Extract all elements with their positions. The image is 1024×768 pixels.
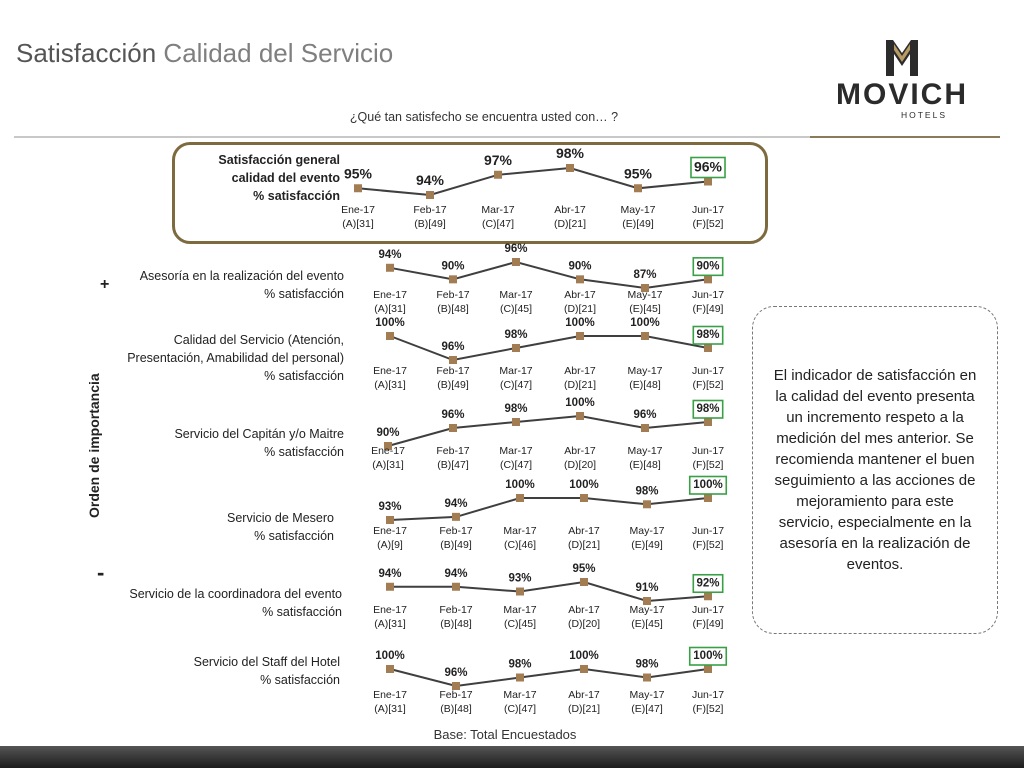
- x-tick-label: May-17: [629, 689, 665, 701]
- data-label: 91%: [635, 582, 659, 594]
- series-line: [390, 582, 708, 601]
- data-label: 100%: [565, 317, 595, 329]
- x-tick-label: Mar-17: [481, 204, 515, 216]
- data-label: 87%: [633, 269, 657, 281]
- data-point: [386, 583, 394, 591]
- data-label: 94%: [444, 497, 468, 510]
- data-label: 95%: [343, 165, 373, 182]
- data-point: [634, 184, 642, 192]
- data-label: 98%: [696, 403, 720, 415]
- x-base-label: (B)[49]: [437, 379, 469, 391]
- x-tick-label: Mar-17: [503, 689, 537, 701]
- data-point: [704, 344, 712, 352]
- data-point: [516, 674, 524, 682]
- data-label: 90%: [376, 427, 400, 439]
- x-base-label: (D)[20]: [563, 459, 597, 471]
- footer-bar: [0, 746, 1024, 768]
- x-tick-label: Ene-17: [373, 365, 407, 377]
- data-point: [449, 424, 457, 432]
- data-point: [704, 418, 712, 426]
- series-label: Servicio del Capitán y/o Maitre: [174, 427, 344, 441]
- series-label: Presentación, Amabilidad del personal): [127, 351, 344, 365]
- data-point: [452, 513, 460, 521]
- data-point: [386, 264, 394, 272]
- minus-sign: -: [97, 560, 105, 585]
- page-title-main: Satisfacción: [16, 38, 157, 68]
- data-label: 98%: [504, 329, 528, 341]
- data-point: [580, 665, 588, 673]
- data-point: [512, 418, 520, 426]
- data-label: 100%: [565, 397, 595, 409]
- data-point: [704, 275, 712, 283]
- x-base-label: (A)[31]: [374, 703, 406, 715]
- x-base-label: (A)[9]: [377, 539, 403, 551]
- importance-axis-title: Orden de importancia: [86, 373, 102, 518]
- series-label: % satisfacción: [260, 673, 340, 687]
- x-tick-label: Feb-17: [436, 289, 470, 301]
- x-base-label: (A)[31]: [374, 618, 406, 630]
- x-base-label: (B)[49]: [440, 539, 472, 551]
- series-line: [390, 669, 708, 686]
- x-tick-label: Mar-17: [499, 365, 533, 377]
- data-label: 98%: [508, 658, 532, 671]
- data-point: [386, 332, 394, 340]
- x-tick-label: May-17: [629, 604, 665, 616]
- data-label: 94%: [378, 567, 402, 580]
- x-tick-label: Jun-17: [691, 365, 725, 377]
- series-label: % satisfacción: [264, 369, 344, 383]
- data-label: 94%: [415, 172, 445, 188]
- x-base-label: (C)[45]: [503, 618, 537, 630]
- data-point: [641, 332, 649, 340]
- plus-sign: +: [100, 276, 110, 293]
- series-label: % satisfacción: [253, 189, 340, 203]
- data-label: 100%: [375, 650, 405, 662]
- series-label: Servicio de la coordinadora del evento: [129, 587, 342, 601]
- x-base-label: (C)[47]: [481, 218, 515, 230]
- x-base-label: (F)[52]: [692, 703, 724, 715]
- data-label: 90%: [696, 260, 720, 273]
- x-tick-label: Mar-17: [499, 289, 533, 301]
- data-point: [386, 516, 394, 524]
- x-tick-label: Ene-17: [373, 525, 407, 537]
- x-tick-label: Mar-17: [503, 525, 537, 537]
- data-label: 96%: [441, 341, 465, 353]
- data-label: 94%: [444, 567, 468, 580]
- data-point: [576, 275, 584, 283]
- data-label: 93%: [508, 572, 532, 585]
- data-point: [641, 424, 649, 432]
- x-tick-label: Abr-17: [564, 289, 596, 301]
- x-tick-label: May-17: [620, 204, 656, 216]
- x-base-label: (F)[52]: [692, 379, 724, 391]
- data-label: 100%: [693, 650, 723, 662]
- data-label: 96%: [444, 667, 468, 679]
- data-label: 98%: [635, 658, 659, 671]
- data-label: 96%: [633, 409, 657, 421]
- x-base-label: (B)[49]: [414, 218, 446, 230]
- data-label: 100%: [569, 650, 599, 662]
- series-line: [358, 168, 708, 195]
- x-tick-label: May-17: [627, 365, 663, 377]
- data-point: [643, 500, 651, 508]
- data-label: 95%: [572, 563, 596, 575]
- x-base-label: (D)[21]: [567, 539, 601, 551]
- series-label: Calidad del Servicio (Atención,: [173, 333, 344, 347]
- x-base-label: (A)[31]: [374, 303, 406, 315]
- x-base-label: (F)[49]: [692, 618, 724, 630]
- series-line: [390, 262, 708, 288]
- x-tick-label: Abr-17: [564, 365, 596, 377]
- data-label: 98%: [504, 403, 528, 415]
- series-line: [388, 416, 708, 446]
- data-point: [516, 588, 524, 596]
- x-tick-label: Jun-17: [691, 204, 725, 216]
- x-tick-label: Feb-17: [436, 365, 470, 377]
- data-label: 100%: [693, 479, 723, 491]
- x-tick-label: May-17: [629, 525, 665, 537]
- x-tick-label: Ene-17: [373, 604, 407, 616]
- x-base-label: (A)[31]: [342, 218, 374, 230]
- data-label: 98%: [555, 145, 585, 161]
- data-label: 98%: [635, 485, 659, 498]
- data-label: 100%: [569, 479, 599, 491]
- x-tick-label: Feb-17: [413, 204, 447, 216]
- conclusion-note: [752, 306, 998, 634]
- base-note: Base: Total Encuestados: [433, 727, 577, 742]
- x-tick-label: Ene-17: [373, 289, 407, 301]
- data-point: [494, 171, 502, 179]
- x-base-label: (D)[21]: [563, 303, 597, 315]
- series-label: Asesoría en la realización del evento: [139, 269, 344, 283]
- x-base-label: (F)[52]: [692, 539, 724, 551]
- chart-6: [194, 648, 727, 716]
- x-base-label: (C)[45]: [499, 303, 533, 315]
- x-tick-label: Ene-17: [373, 689, 407, 701]
- series-label: Servicio del Staff del Hotel: [193, 655, 340, 669]
- x-base-label: (C)[47]: [499, 379, 533, 391]
- data-point: [576, 332, 584, 340]
- page-title-sub: Calidad del Servicio: [163, 38, 394, 68]
- x-base-label: (D)[21]: [567, 703, 601, 715]
- data-point: [704, 592, 712, 600]
- data-label: 100%: [375, 317, 405, 329]
- survey-question: ¿Qué tan satisfecho se encuentra usted con… ?: [349, 110, 619, 124]
- data-label: 95%: [623, 165, 653, 182]
- x-tick-label: Abr-17: [568, 525, 600, 537]
- x-tick-label: Feb-17: [436, 445, 470, 457]
- x-base-label: (B)[48]: [440, 618, 472, 630]
- data-point: [354, 184, 362, 192]
- x-tick-label: Ene-17: [371, 445, 405, 457]
- x-tick-label: Jun-17: [691, 525, 725, 537]
- x-base-label: (F)[52]: [692, 218, 724, 230]
- x-tick-label: Abr-17: [554, 204, 586, 216]
- data-label: 97%: [483, 151, 513, 168]
- data-point: [426, 191, 434, 199]
- x-base-label: (D)[21]: [563, 379, 597, 391]
- data-label: 98%: [696, 329, 720, 341]
- data-point: [512, 344, 520, 352]
- x-tick-label: Ene-17: [341, 204, 375, 216]
- data-point: [704, 178, 712, 186]
- x-tick-label: May-17: [627, 289, 663, 301]
- data-point: [566, 164, 574, 172]
- x-tick-label: Jun-17: [691, 689, 725, 701]
- x-base-label: (F)[49]: [692, 303, 724, 315]
- data-label: 94%: [378, 248, 402, 261]
- logo-subtext: HOTELS: [900, 110, 948, 120]
- x-base-label: (E)[48]: [629, 459, 661, 471]
- series-label: calidad del evento: [231, 171, 340, 185]
- series-line: [390, 336, 708, 360]
- data-label: 100%: [505, 479, 535, 491]
- data-label: 90%: [568, 260, 592, 273]
- data-point: [449, 356, 457, 364]
- x-tick-label: May-17: [627, 445, 663, 457]
- chart-2: [127, 317, 724, 391]
- x-base-label: (D)[21]: [553, 218, 587, 230]
- series-label: % satisfacción: [254, 529, 334, 543]
- data-point: [704, 665, 712, 673]
- data-point: [512, 258, 520, 266]
- data-label: 96%: [693, 158, 723, 175]
- data-point: [449, 275, 457, 283]
- data-point: [386, 665, 394, 673]
- x-base-label: (E)[48]: [629, 379, 661, 391]
- series-line: [390, 498, 708, 520]
- chart-3: [174, 397, 724, 471]
- x-base-label: (E)[49]: [622, 218, 654, 230]
- conclusion-text: El indicador de satisfacción en la calidad del evento presenta un incremento respeto a la medición del mes anterior. Se recomienda mantener el buen seguimiento a las acciones de mejoramiento para este servicio, especialmente en la asesoría en la realización de eventos.: [773, 367, 977, 573]
- x-base-label: (D)[20]: [567, 618, 601, 630]
- data-point: [580, 578, 588, 586]
- x-tick-label: Feb-17: [439, 604, 473, 616]
- x-tick-label: Jun-17: [691, 289, 725, 301]
- data-point: [576, 412, 584, 420]
- data-label: 96%: [441, 409, 465, 421]
- x-tick-label: Jun-17: [691, 445, 725, 457]
- chart-1: [140, 243, 725, 315]
- series-label: Servicio de Mesero: [227, 511, 334, 525]
- x-base-label: (A)[31]: [374, 379, 406, 391]
- x-tick-label: Mar-17: [503, 604, 537, 616]
- data-point: [516, 494, 524, 502]
- data-point: [704, 494, 712, 502]
- x-tick-label: Feb-17: [439, 689, 473, 701]
- x-base-label: (C)[46]: [503, 539, 537, 551]
- data-label: 93%: [378, 501, 402, 513]
- x-tick-label: Abr-17: [568, 604, 600, 616]
- chart-0: [218, 145, 725, 230]
- data-label: 100%: [630, 317, 660, 329]
- x-base-label: (B)[48]: [437, 303, 469, 315]
- data-label: 96%: [504, 243, 528, 255]
- series-label: % satisfacción: [262, 605, 342, 619]
- x-tick-label: Jun-17: [691, 604, 725, 616]
- x-base-label: (C)[47]: [503, 703, 537, 715]
- x-base-label: (E)[49]: [631, 539, 663, 551]
- x-tick-label: Abr-17: [568, 689, 600, 701]
- data-point: [580, 494, 588, 502]
- x-base-label: (E)[45]: [629, 303, 661, 315]
- data-label: 92%: [696, 577, 720, 590]
- data-label: 90%: [441, 260, 465, 273]
- chart-5: [129, 563, 724, 630]
- x-base-label: (B)[48]: [440, 703, 472, 715]
- x-base-label: (F)[52]: [692, 459, 724, 471]
- series-label: Satisfacción general: [218, 153, 340, 167]
- x-base-label: (E)[47]: [631, 703, 663, 715]
- data-point: [452, 583, 460, 591]
- x-tick-label: Feb-17: [439, 525, 473, 537]
- data-point: [643, 674, 651, 682]
- x-tick-label: Mar-17: [499, 445, 533, 457]
- logo-text: MOVICH: [836, 78, 968, 111]
- chart-4: [227, 477, 726, 552]
- x-tick-label: Abr-17: [564, 445, 596, 457]
- series-label: % satisfacción: [264, 287, 344, 301]
- x-base-label: (C)[47]: [499, 459, 533, 471]
- series-label: % satisfacción: [264, 445, 344, 459]
- x-base-label: (A)[31]: [372, 459, 404, 471]
- x-base-label: (B)[47]: [437, 459, 469, 471]
- x-base-label: (E)[45]: [631, 618, 663, 630]
